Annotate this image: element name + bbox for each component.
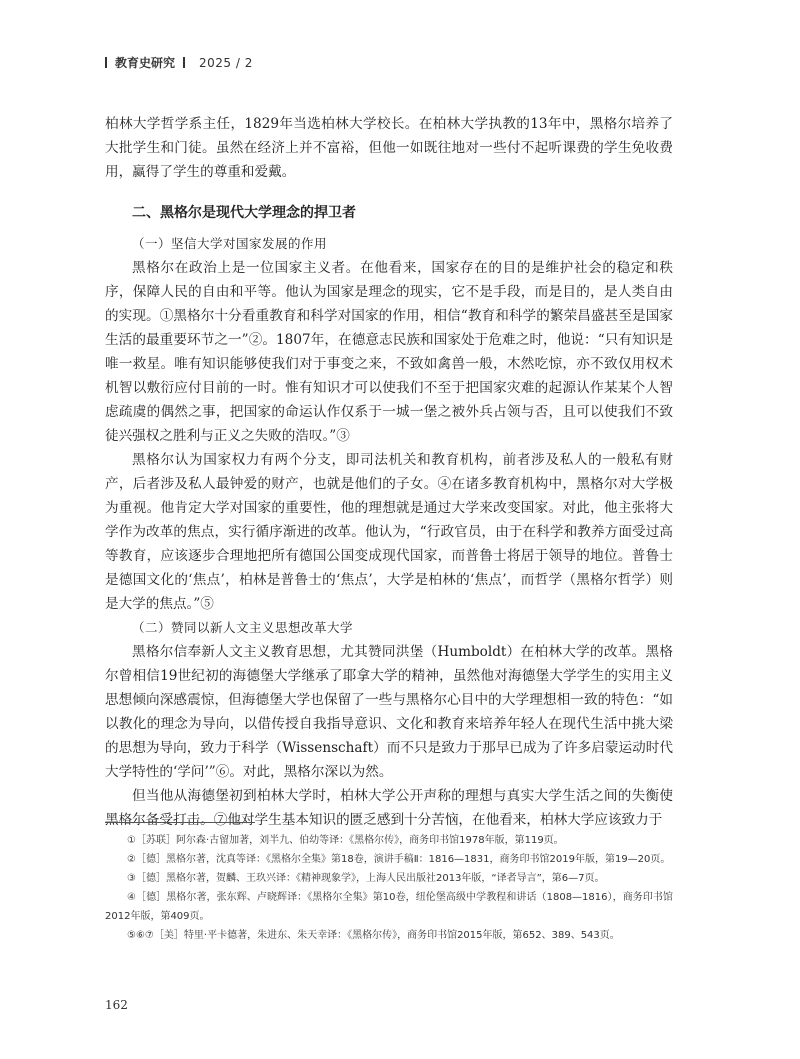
footnote: ③［德］黑格尔著，贺麟、王玖兴译：《精神现象学》，上海人民出版社2013年版，“译者导言”，第6—7页。 xyxy=(127,873,605,884)
subsection-heading: （一）坚信大学对国家发展的作用 xyxy=(132,236,328,251)
paragraph: 但当他从海德堡初到柏林大学时，柏林大学公开声称的理想与真实大学生活之间的失衡使黑格尔备受打击。⑦他对学生基本知识的匮乏感到十分苦恼，在他看来，柏林大学应该致力于 xyxy=(105,788,673,828)
footnote: ⑤⑥⑦［美］特里·平卡德著，朱进东、朱天幸译：《黑格尔传》，商务印书馆2015年版，第652、389、543页。 xyxy=(127,930,620,941)
section-heading: 二、黑格尔是现代大学理念的捍卫者 xyxy=(132,205,356,221)
article-body xyxy=(105,112,673,832)
footnotes xyxy=(105,822,673,945)
subsection-heading: （二）赞同以新人文主义思想改革大学 xyxy=(132,620,354,635)
footnote-rule xyxy=(105,822,255,823)
paragraph: 黑格尔认为国家权力有两个分支，即司法机关和教育机构，前者涉及私人的一般私有财产，后者涉及私人最钟爱的财产，也就是他们的子女。④在诸多教育机构中，黑格尔对大学极为重视。他肯定大学对国家的重要性，他的理想就是通过大学来改变国家。对此，他主张将大学作为改革的焦点，实行循序渐进的改革。他认为，“行政官员，由于在科学和教养方面受过高等教育，应该逐步合理地把所有德国公国变成现代国家，而普鲁士将居于领导的地位。普鲁士是德国文化的‘焦点’，柏林是普鲁士的‘焦点’，大学是柏林的‘焦点’，而哲学（黑格尔哲学）则是大学的焦点。”⑤ xyxy=(105,452,673,612)
issue-number: 2025 / 2 xyxy=(199,55,253,70)
footnote: ①［苏联］阿尔森·古留加著，刘半九、伯幼等译：《黑格尔传》，商务印书馆1978年版，第119页。 xyxy=(127,835,564,846)
header-divider xyxy=(105,57,107,68)
header-divider xyxy=(183,57,185,68)
running-header xyxy=(105,54,253,71)
footnote: ②［德］黑格尔著，沈真等译：《黑格尔全集》第18卷，演讲手稿Ⅱ：1816—1831，商务印书馆2019年版，第19—20页。 xyxy=(127,854,671,865)
paragraph: 柏林大学哲学系主任，1829年当选柏林大学校长。在柏林大学执教的13年中，黑格尔培养了大批学生和门徒。虽然在经济上并不富裕，但他一如既往地对一些付不起听课费的学生免收费用，赢得了学生的尊重和爱戴。 xyxy=(105,116,673,180)
paragraph: 黑格尔在政治上是一位国家主义者。在他看来，国家存在的目的是维护社会的稳定和秩序，保障人民的自由和平等。他认为国家是理念的现实，它不是手段，而是目的，是人类自由的实现。①黑格尔十分看重教育和科学对国家的作用，相信“教育和科学的繁荣昌盛甚至是国家生活的最重要环节之一”②。1807年，在德意志民族和国家处于危难之时，他说：“只有知识是唯一救星。唯有知识能够使我们对于事变之来，不致如禽兽一般，木然吃惊，亦不致仅用权术机智以敷衍应付目前的一时。惟有知识才可以使我们不至于把国家灾难的起源认作某某个人智虑疏虞的偶然之事，把国家的命运认作仅系于一城一堡之被外兵占领与否，且可以使我们不致徒兴强权之胜利与正义之失败的浩叹。”③ xyxy=(105,260,673,444)
footnote: ④［德］黑格尔著，张东辉、卢晓辉译：《黑格尔全集》第10卷，纽伦堡高级中学教程和讲话（1808—1816），商务印书馆2012年版，第409页。 xyxy=(105,892,673,922)
journal-title: 教育史研究 xyxy=(115,56,176,70)
paragraph: 黑格尔信奉新人文主义教育思想，尤其赞同洪堡（Humboldt）在柏林大学的改革。黑格尔曾相信19世纪初的海德堡大学继承了耶拿大学的精神，虽然他对海德堡大学学生的实用主义思想倾向深感震惊，但海德堡大学也保留了一些与黑格尔心目中的大学理想相一致的特色：“如以教化的理念为导向，以借传授自我指导意识、文化和教育来培养年轻人在现代生活中挑大梁的思想为导向，致力于科学（Wissenschaft）而不只是致力于那早已成为了许多启蒙运动时代大学特性的‘学问’”⑥。对此，黑格尔深以为然。 xyxy=(105,644,673,780)
page-number: 162 xyxy=(105,998,128,1012)
